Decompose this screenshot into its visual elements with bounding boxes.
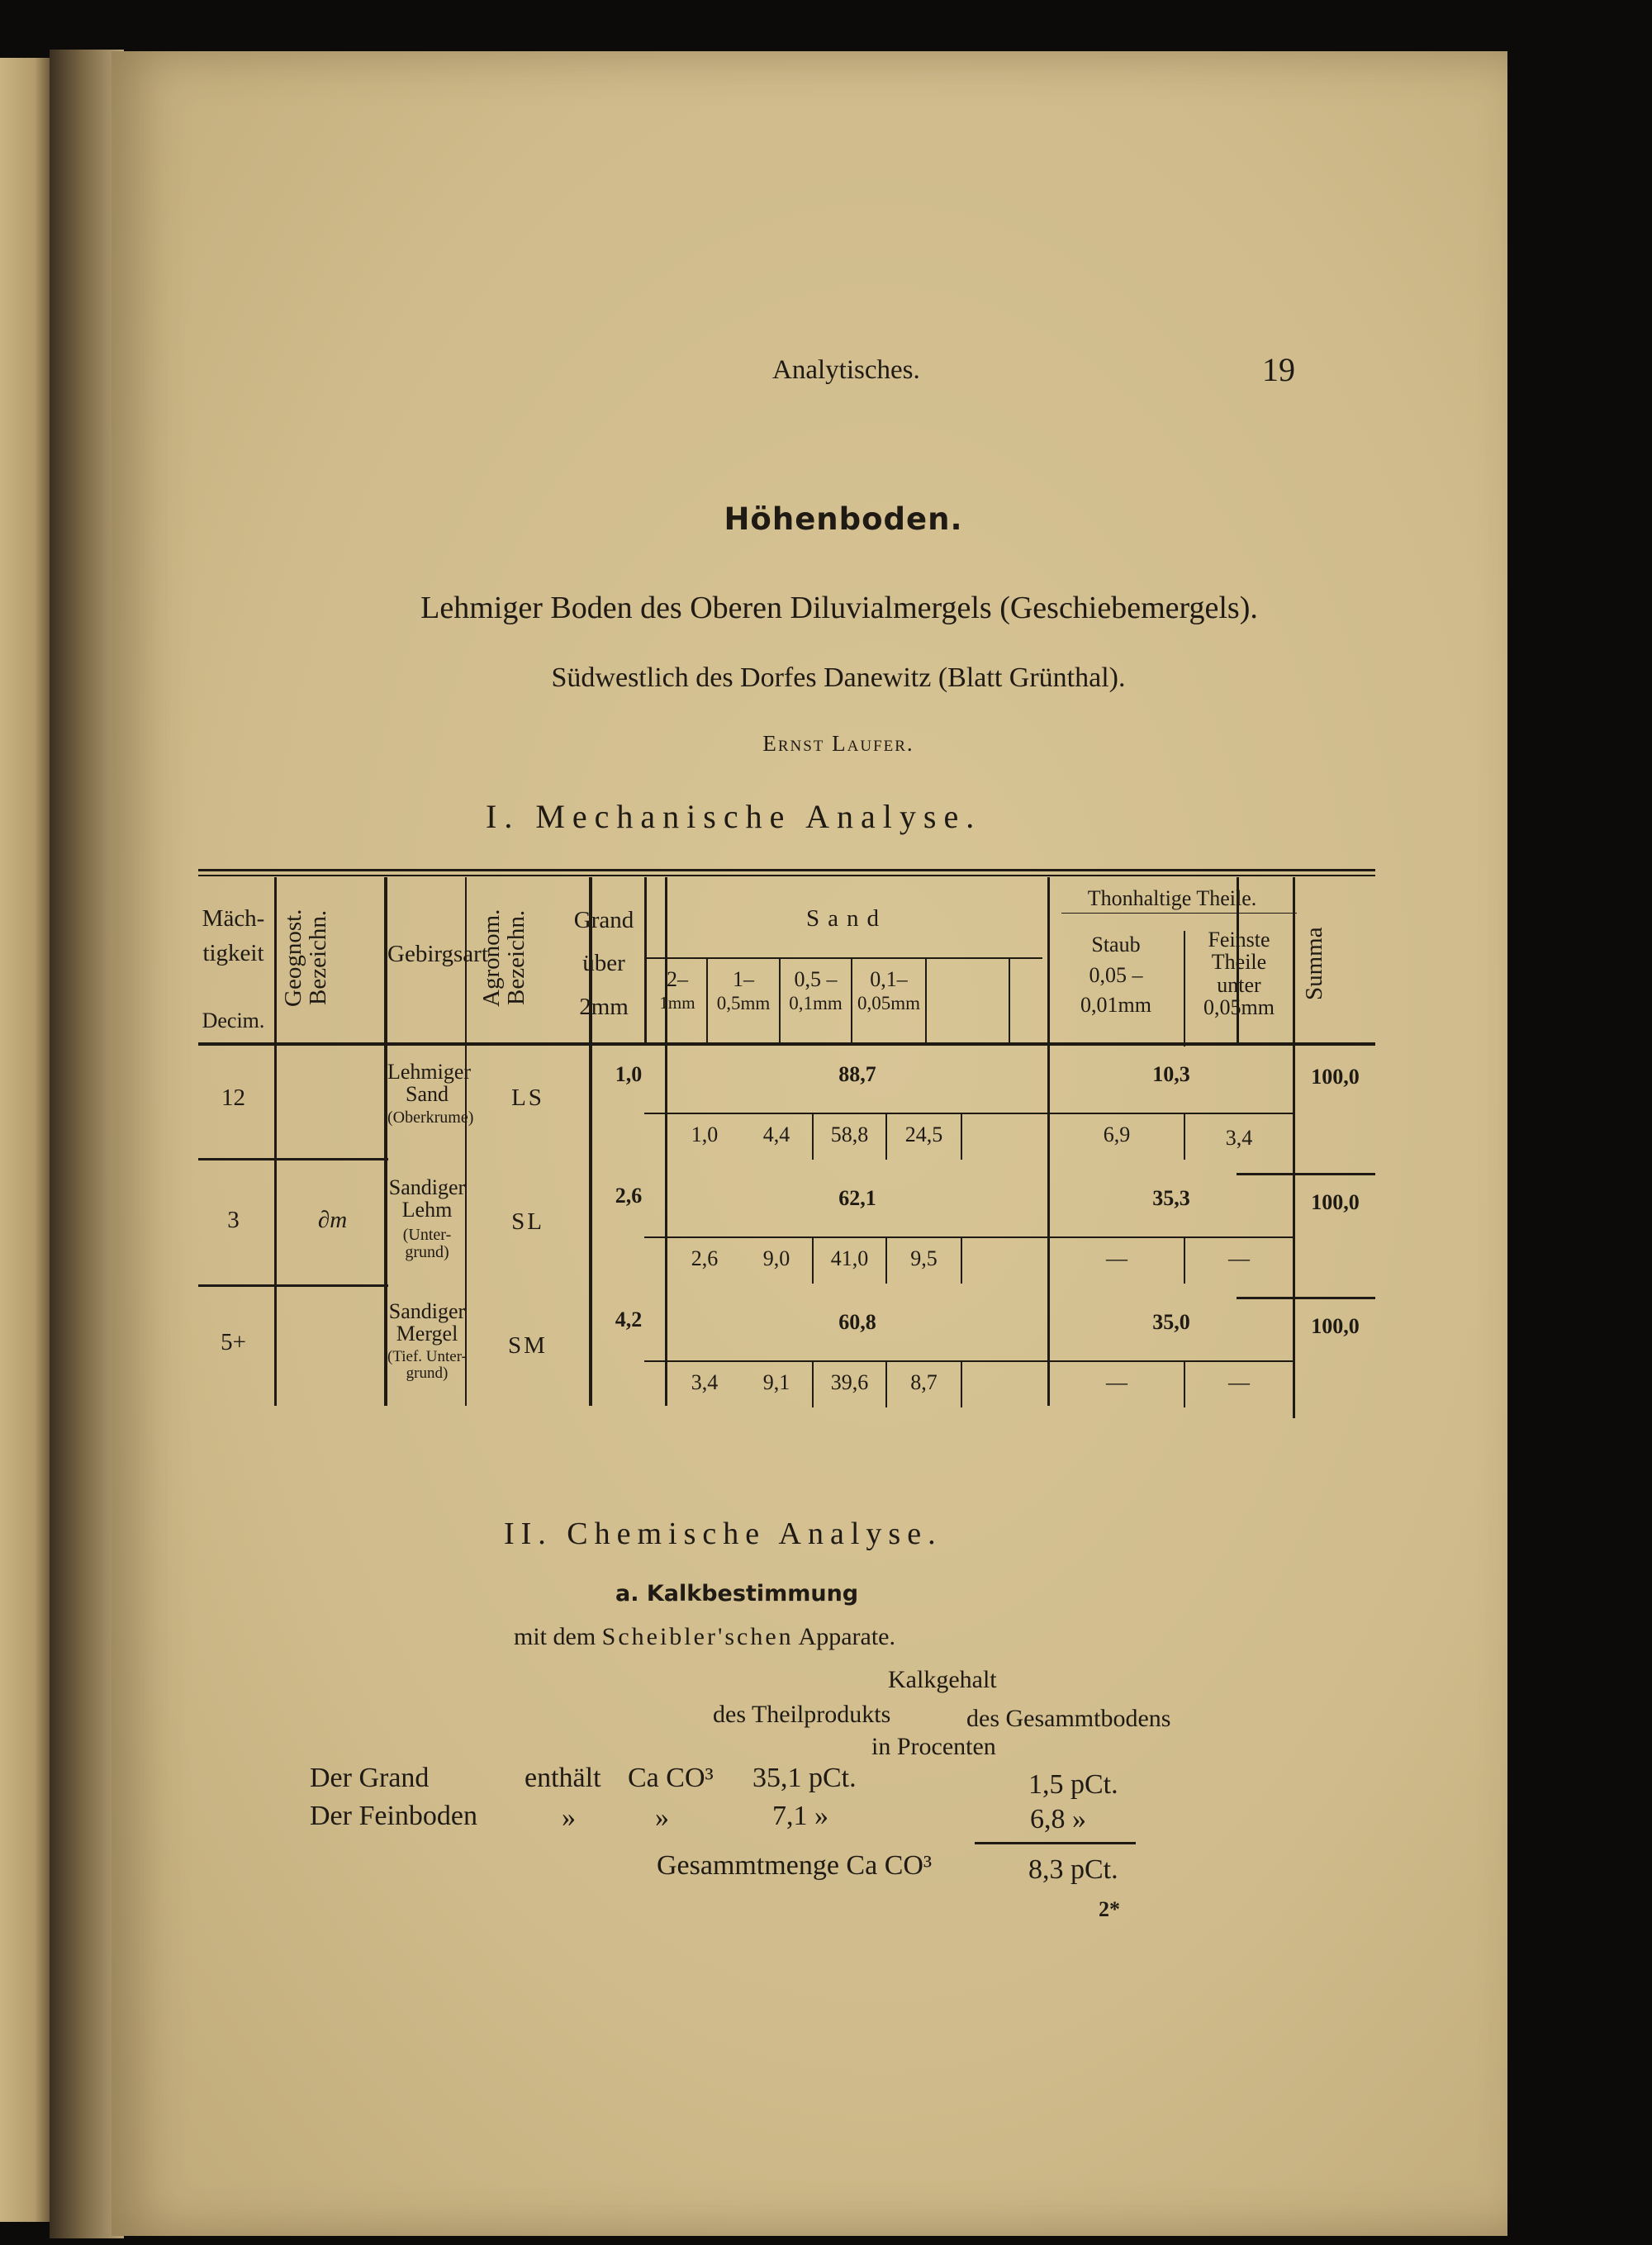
sum-rule: [975, 1842, 1136, 1844]
header-geognost: Geognost. Bezeichn.: [280, 909, 331, 1007]
header-gebirgsart: Gebirgsart: [387, 941, 488, 967]
subheading-kalkbestimmung: a. Kalkbestimmung: [615, 1581, 859, 1607]
row-summa: 100,0: [1311, 1190, 1360, 1214]
kalk-verb: enthält: [525, 1763, 601, 1793]
row-grand: 1,0: [615, 1062, 643, 1086]
row-sand-value: 9,1: [762, 1370, 790, 1394]
kalk-compound: »: [655, 1802, 669, 1833]
geognost-symbol: ∂m: [317, 1207, 348, 1233]
header-sand-1-05: 1– 0,5mm: [716, 967, 771, 1014]
row-decim: 12: [221, 1085, 245, 1111]
row-agronom: LS: [511, 1085, 544, 1111]
row-sand-value: 9,5: [910, 1246, 938, 1270]
row-thon-total: 10,3: [1152, 1062, 1190, 1086]
row-decim: 3: [227, 1207, 240, 1233]
col-procent: in Procenten: [871, 1733, 996, 1760]
row-grand-sub: 1,0: [691, 1122, 719, 1146]
row-sand-value: 4,4: [762, 1122, 790, 1146]
row-summa: 100,0: [1311, 1065, 1360, 1089]
col-theilprodukt: des Theilprodukts: [713, 1701, 891, 1728]
page: [112, 51, 1507, 2236]
page-number: 19: [1262, 351, 1295, 388]
left-page-edge: [0, 58, 50, 2222]
header-staub: Staub 0,05 – 0,01mm: [1080, 933, 1151, 1017]
row-decim: 5+: [221, 1329, 246, 1355]
row-feinste: —: [1228, 1370, 1250, 1394]
row-sand-total: 88,7: [838, 1062, 876, 1086]
row-gebirgsart: Sandiger Mergel (Tief. Unter- grund): [387, 1299, 468, 1382]
col-gesammtboden: des Gesammtbodens: [966, 1705, 1171, 1732]
page-title: Höhenboden.: [724, 501, 963, 537]
row-sand-value: 39,6: [830, 1370, 869, 1394]
row-sand-value: 24,5: [904, 1122, 943, 1146]
header-summa: Summa: [1301, 927, 1327, 1001]
row-thon-total: 35,3: [1152, 1186, 1190, 1210]
row-grand-sub: 3,4: [691, 1370, 719, 1394]
row-staub: —: [1106, 1370, 1127, 1394]
header-sand-05-01: 0,5 – 0,1mm: [789, 967, 843, 1014]
kalk-compound: Ca CO³: [628, 1763, 714, 1793]
row-sand-value: 41,0: [830, 1246, 869, 1270]
row-feinste: —: [1228, 1246, 1250, 1270]
kalk-gesammt: 6,8 »: [1030, 1804, 1086, 1834]
row-summa: 100,0: [1311, 1314, 1360, 1338]
row-sand-total: 62,1: [838, 1186, 876, 1210]
section-heading-chemical: II. Chemische Analyse.: [504, 1516, 942, 1551]
location-line: Südwestlich des Dorfes Danewitz (Blatt Grünthal).: [551, 662, 1126, 693]
row-agronom: SM: [508, 1332, 548, 1359]
row-gebirgsart: Sandiger Lehm (Unter- grund): [388, 1175, 466, 1261]
kalk-gesammt: 1,5 pCt.: [1028, 1769, 1118, 1800]
row-sand-total: 60,8: [838, 1310, 876, 1334]
row-staub: —: [1106, 1246, 1127, 1270]
header-maechtigkeit: Mäch- tigkeit: [202, 905, 265, 967]
row-staub: 6,9: [1103, 1122, 1131, 1146]
header-feinste: Feinste Theile unter 0,05mm: [1203, 928, 1275, 1019]
row-thon-total: 35,0: [1152, 1310, 1190, 1334]
kalk-verb: »: [562, 1802, 576, 1833]
header-sand-2-1: 2– 1mm: [659, 967, 695, 1013]
kalk-theil: 7,1 »: [772, 1801, 828, 1831]
running-head: Analytisches.: [772, 355, 920, 385]
kalk-label: Der Grand: [310, 1763, 430, 1793]
kalk-theil: 35,1 pCt.: [752, 1763, 857, 1793]
kalk-total-value: 8,3 pCt.: [1028, 1854, 1118, 1885]
section-heading-mechanical: I. Mechanische Analyse.: [486, 798, 982, 835]
col-kalkgehalt: Kalkgehalt: [888, 1666, 997, 1693]
header-thonhaltige: Thonhaltige Theile.: [1087, 886, 1257, 910]
kalk-description: mit dem Scheibler'schen Apparate.: [514, 1623, 895, 1650]
header-sand: Sand: [806, 905, 887, 932]
header-grand: Grand über 2mm: [573, 907, 634, 1020]
row-grand-sub: 2,6: [691, 1246, 719, 1270]
row-sand-value: 8,7: [910, 1370, 938, 1394]
row-agronom: SL: [511, 1208, 544, 1235]
author: Ernst Laufer.: [762, 731, 914, 756]
header-sand-01-005: 0,1– 0,05mm: [857, 967, 921, 1014]
row-grand: 2,6: [615, 1184, 643, 1208]
row-grand: 4,2: [615, 1308, 643, 1331]
row-gebirgsart: Lehmiger Sand (Oberkrume): [387, 1060, 474, 1127]
kalk-total-label: Gesammtmenge Ca CO³: [657, 1850, 933, 1881]
signature-mark: 2*: [1099, 1897, 1120, 1921]
kalk-label: Der Feinboden: [310, 1801, 478, 1831]
row-sand-value: 9,0: [762, 1246, 790, 1270]
header-agronom: Agronom. Bezeichn.: [478, 909, 529, 1007]
subtitle: Lehmiger Boden des Oberen Diluvialmergels (Geschiebemergels).: [420, 591, 1258, 625]
row-feinste: 3,4: [1225, 1126, 1253, 1150]
header-decim: Decim.: [202, 1009, 265, 1032]
row-sand-value: 58,8: [830, 1122, 869, 1146]
